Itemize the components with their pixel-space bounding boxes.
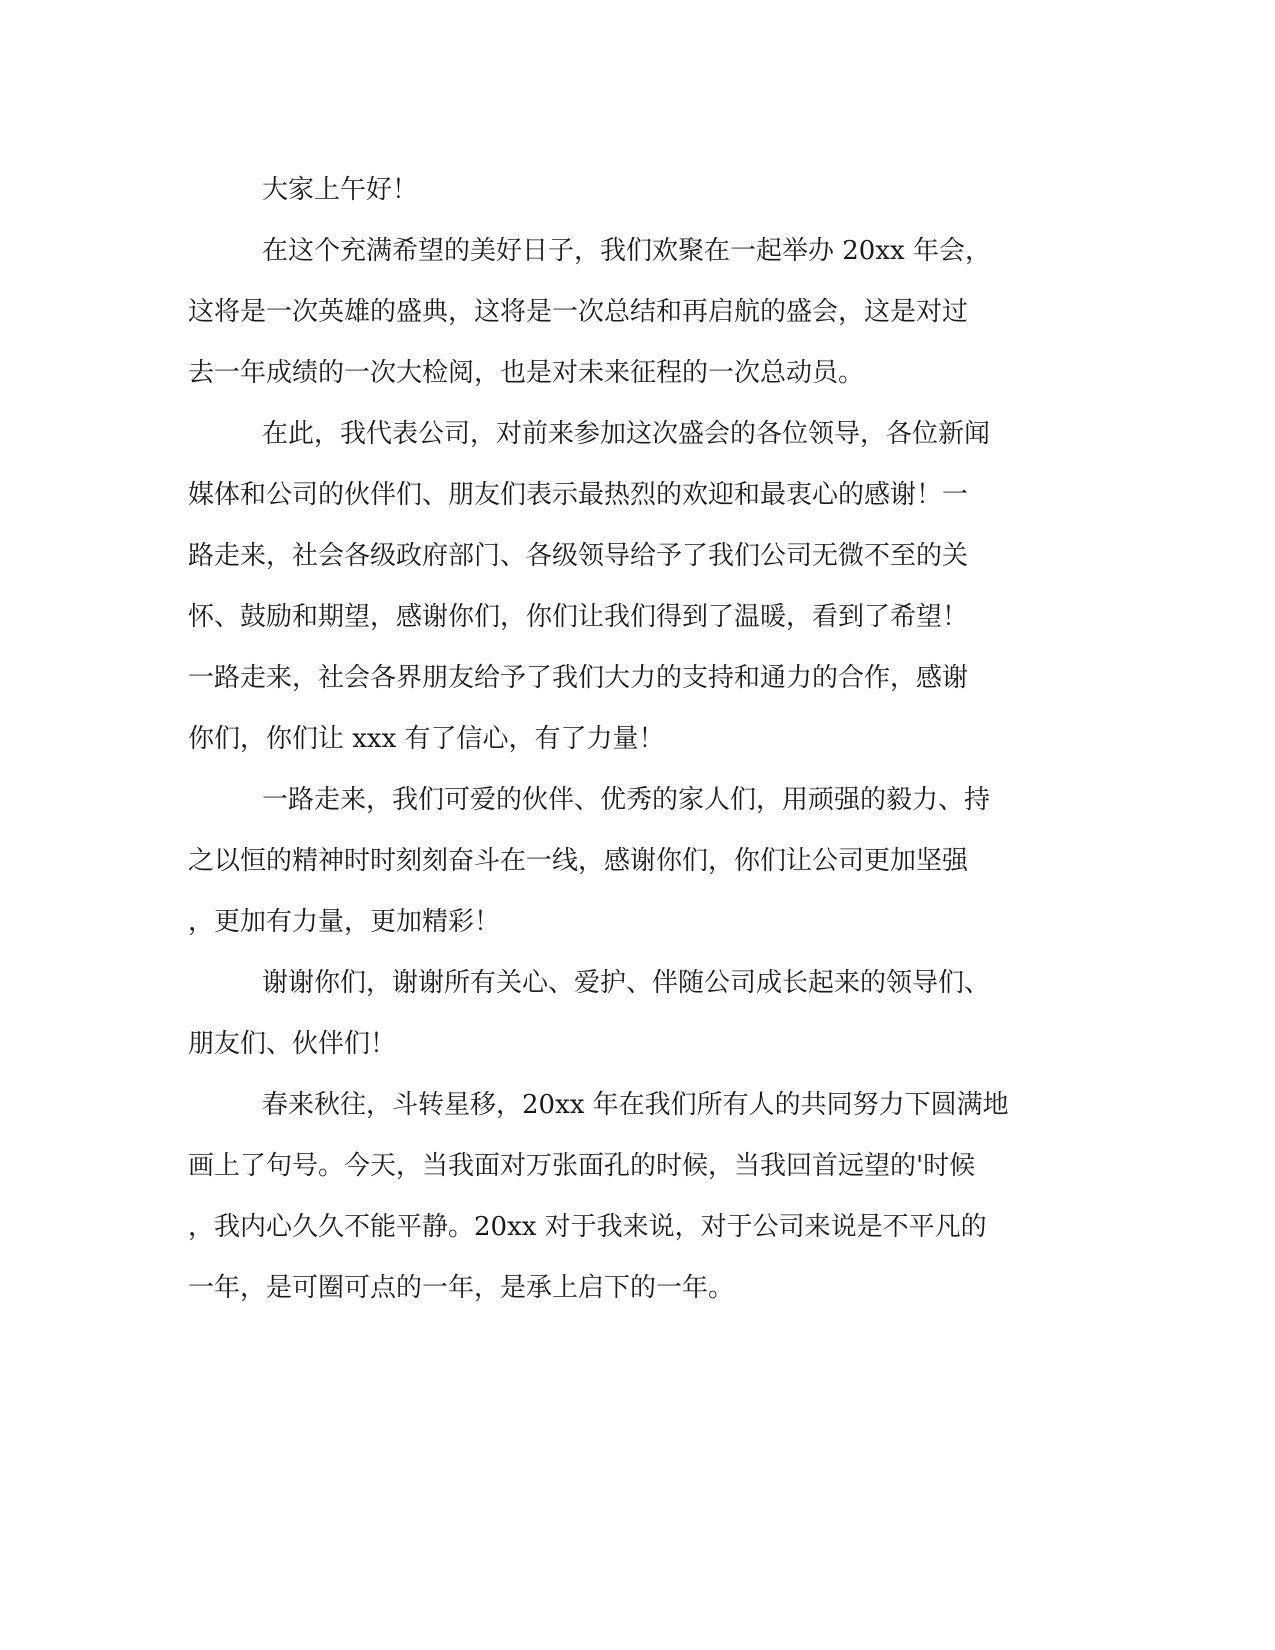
paragraph-4-line-2: 朋友们、伙伴们！ xyxy=(188,1029,397,1059)
paragraph-3-line-2: 之以恒的精神时时刻刻奋斗在一线，感谢你们，你们让公司更加坚强 xyxy=(188,846,969,876)
paragraph-2-line-6: 你们，你们让 xxx 有了信心，有了力量！ xyxy=(188,724,665,754)
paragraph-5-line-1: 春来秋往，斗转星移，20xx 年在我们所有人的共同努力下圆满地 xyxy=(262,1090,1009,1120)
paragraph-3-line-1: 一路走来，我们可爱的伙伴、优秀的家人们，用顽强的毅力、持 xyxy=(262,785,991,815)
paragraph-4-line-1: 谢谢你们，谢谢所有关心、爱护、伴随公司成长起来的领导们、 xyxy=(262,968,991,998)
paragraph-1-line-2: 这将是一次英雄的盛典，这将是一次总结和再启航的盛会，这是对过 xyxy=(188,297,969,327)
paragraph-2-line-5: 一路走来，社会各界朋友给予了我们大力的支持和通力的合作，感谢 xyxy=(188,663,969,693)
paragraph-5-line-4: 一年，是可圈可点的一年，是承上启下的一年。 xyxy=(188,1273,735,1303)
paragraph-1-line-3: 去一年成绩的一次大检阅，也是对未来征程的一次总动员。 xyxy=(188,358,865,388)
paragraph-5-line-3: ，我内心久久不能平静。20xx 对于我来说，对于公司来说是不平凡的 xyxy=(188,1212,987,1242)
paragraph-3-line-3: ，更加有力量，更加精彩！ xyxy=(188,907,501,937)
paragraph-2-line-1: 在此，我代表公司，对前来参加这次盛会的各位领导，各位新闻 xyxy=(262,419,991,449)
speech-body xyxy=(188,160,1068,1319)
paragraph-5-line-2: 画上了句号。今天，当我面对万张面孔的时候，当我回首远望的'时候 xyxy=(188,1151,976,1181)
paragraph-2-line-2: 媒体和公司的伙伴们、朋友们表示最热烈的欢迎和最衷心的感谢！一 xyxy=(188,480,969,510)
paragraph-1-line-1: 在这个充满希望的美好日子，我们欢聚在一起举办 20xx 年会， xyxy=(262,236,991,266)
paragraph-2-line-4: 怀、鼓励和期望，感谢你们，你们让我们得到了温暖，看到了希望！ xyxy=(188,602,969,632)
greeting-line: 大家上午好！ xyxy=(262,175,419,205)
paragraph-2-line-3: 路走来，社会各级政府部门、各级领导给予了我们公司无微不至的关 xyxy=(188,541,969,571)
